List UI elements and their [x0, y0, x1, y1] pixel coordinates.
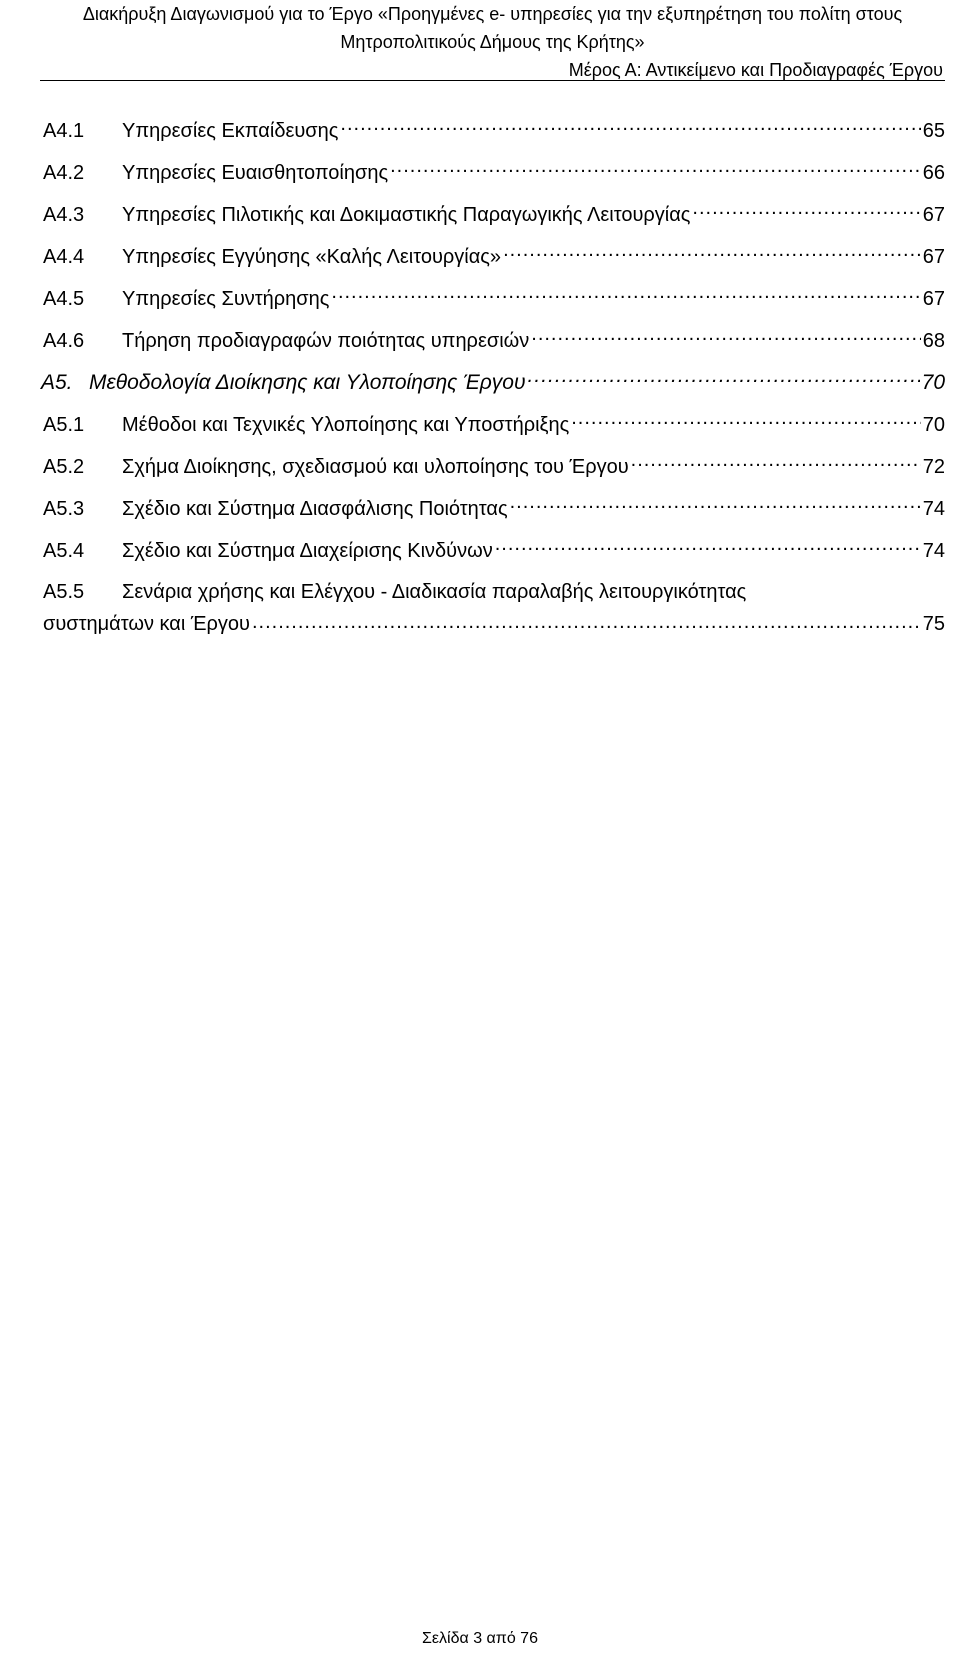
toc-entry-title: Υπηρεσίες Εκπαίδευσης — [122, 120, 339, 142]
toc-entry-title: Υπηρεσίες Συντήρησης — [122, 288, 330, 310]
toc-entry-number: A5.2 — [43, 456, 85, 478]
toc-entry-title: Τήρηση προδιαγραφών ποιότητας υπηρεσιών — [122, 330, 530, 352]
toc-entry-number: A4.2 — [43, 162, 85, 184]
toc-entry[interactable] — [43, 446, 945, 488]
dot-leader — [528, 373, 920, 393]
toc-entry[interactable] — [43, 404, 945, 446]
dot-leader — [252, 614, 921, 634]
toc-entry[interactable] — [43, 278, 945, 320]
page-header — [40, 0, 945, 81]
toc-section-entry[interactable] — [41, 362, 945, 404]
toc-entry-title: Υπηρεσίες Ευαισθητοποίησης — [122, 162, 389, 184]
toc-entry[interactable] — [43, 194, 945, 236]
dot-leader — [510, 499, 921, 519]
toc-entry-page: 74 — [922, 540, 945, 562]
toc-entry-title: Υπηρεσίες Εγγύησης «Καλής Λειτουργίας» — [122, 246, 502, 268]
toc-entry-number: A4.3 — [43, 204, 85, 226]
toc-entry[interactable] — [43, 572, 945, 640]
dot-leader — [390, 163, 921, 183]
toc-entry-page: 75 — [922, 613, 945, 635]
dot-leader — [531, 331, 920, 351]
toc-entry-title: Σχέδιο και Σύστημα Διαχείρισης Κινδύνων — [122, 540, 493, 562]
toc-entry-number: A4.5 — [43, 288, 85, 310]
toc-entry-page: 70 — [922, 414, 945, 436]
toc-entry-page: 67 — [922, 288, 945, 310]
header-title-line1: Διακήρυξη Διαγωνισμού για το Έργο «Προηγμένες e- υπηρεσίες για την εξυπηρέτηση του πολίτη στους — [82, 4, 903, 24]
header-title-line2: Μητροπολιτικούς Δήμους της Κρήτης» — [340, 32, 645, 52]
toc-entry-number: A5. — [41, 371, 73, 394]
toc-entry-title-line2: συστημάτων και Έργου — [43, 613, 250, 635]
toc-entry-title: Μεθοδολογία Διοίκησης και Υλοποίησης Έργου — [89, 371, 526, 394]
toc-entry-page: 65 — [922, 120, 945, 142]
toc-entry[interactable] — [43, 152, 945, 194]
toc-entry-number: A5.1 — [43, 414, 85, 436]
toc-entry-page: 74 — [922, 498, 945, 520]
toc-entry-number: A5.4 — [43, 540, 85, 562]
toc-entry-page: 66 — [922, 162, 945, 184]
dot-leader — [495, 541, 921, 561]
dot-leader — [571, 415, 921, 435]
toc-entry-page: 70 — [921, 371, 945, 394]
toc-entry-number: A5.3 — [43, 498, 85, 520]
toc-entry-page: 67 — [922, 246, 945, 268]
dot-leader — [340, 121, 920, 141]
toc-entry-title: Μέθοδοι και Τεχνικές Υλοποίησης και Υποστήριξης — [122, 414, 570, 436]
toc-entry-page: 67 — [922, 204, 945, 226]
header-subtitle: Μέρος Α: Αντικείμενο και Προδιαγραφές Έργου — [568, 60, 943, 80]
toc-entry-page: 68 — [922, 330, 945, 352]
toc-entry-title: Σχέδιο και Σύστημα Διασφάλισης Ποιότητας — [122, 498, 508, 520]
table-of-contents — [43, 110, 945, 640]
toc-entry-title: Υπηρεσίες Πιλοτικής και Δοκιμαστικής Παραγωγικής Λειτουργίας — [122, 204, 691, 226]
toc-entry[interactable] — [43, 488, 945, 530]
page-number-label: Σελίδα 3 από 76 — [422, 1630, 538, 1647]
toc-entry[interactable] — [43, 236, 945, 278]
dot-leader — [692, 205, 920, 225]
toc-entry-number: A4.1 — [43, 120, 85, 142]
toc-entry[interactable] — [43, 320, 945, 362]
toc-entry-number: A4.4 — [43, 246, 85, 268]
toc-entry[interactable] — [43, 110, 945, 152]
toc-entry-title: Σχήμα Διοίκησης, σχεδιασμού και υλοποίησης του Έργου — [122, 456, 629, 478]
page-footer — [0, 1630, 960, 1648]
toc-entry[interactable] — [43, 530, 945, 572]
toc-entry-number: A4.6 — [43, 330, 85, 352]
dot-leader — [331, 289, 920, 309]
toc-entry-title-line1: Σενάρια χρήσης και Ελέγχου - Διαδικασία παραλαβής λειτουργικότητας — [122, 581, 747, 603]
dot-leader — [631, 457, 921, 477]
dot-leader — [503, 247, 921, 267]
toc-entry-number: A5.5 — [43, 581, 85, 603]
toc-entry-page: 72 — [922, 456, 945, 478]
